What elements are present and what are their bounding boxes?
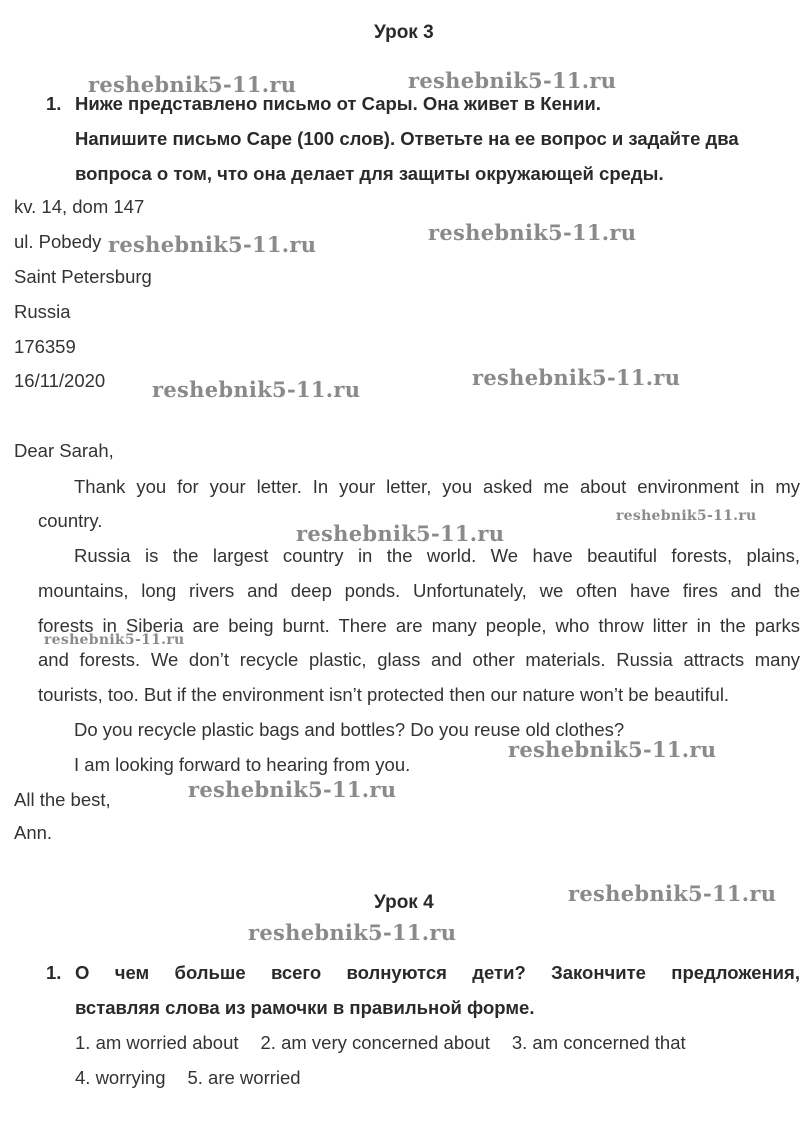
- letter-line: mountains, long rivers and deep ponds. Unfortunately, we often have fires and the: [38, 580, 800, 601]
- letter-signature: Ann.: [14, 822, 53, 843]
- word-choice: 4. worrying: [75, 1067, 166, 1088]
- watermark: reshebnik5-11.ru: [616, 508, 757, 524]
- task-line-2: вставляя слова из рамочки в правильной форме.: [75, 997, 535, 1018]
- letter-line: Russia is the largest country in the world. We have beautiful forests, plains,: [74, 545, 800, 566]
- task-line-2: Напишите письмо Саре (100 слов). Ответьте на ее вопрос и задайте два: [75, 128, 739, 149]
- address-line: Saint Petersburg: [14, 266, 152, 287]
- watermark: reshebnik5-11.ru: [188, 777, 397, 802]
- word-box-row-1: [75, 1032, 686, 1054]
- task-number: 1.: [46, 962, 62, 983]
- word-choice: 2. am very concerned about: [260, 1032, 490, 1053]
- letter-greeting: Dear Sarah,: [14, 440, 114, 461]
- watermark: reshebnik5-11.ru: [248, 920, 457, 945]
- task-number: 1.: [46, 93, 62, 114]
- watermark: reshebnik5-11.ru: [428, 220, 637, 245]
- task-line-1: О чем больше всего волнуются дети? Закончите предложения,: [75, 962, 800, 983]
- lesson-3-title: Урок 3: [374, 22, 434, 43]
- watermark: reshebnik5-11.ru: [508, 737, 717, 762]
- letter-line: Do you recycle plastic bags and bottles? Do you reuse old clothes?: [74, 719, 625, 740]
- watermark: reshebnik5-11.ru: [408, 68, 617, 93]
- task-line-3: вопроса о том, что она делает для защиты окружающей среды.: [75, 163, 664, 184]
- address-line: 176359: [14, 336, 76, 357]
- watermark: reshebnik5-11.ru: [296, 521, 505, 546]
- address-line: ul. Pobedy: [14, 231, 102, 252]
- watermark: reshebnik5-11.ru: [568, 881, 777, 906]
- letter-line: tourists, too. But if the environment isn’t protected then our nature won’t be beautiful.: [38, 684, 730, 705]
- word-box-row-2: [75, 1067, 301, 1089]
- letter-date: 16/11/2020: [14, 370, 106, 391]
- watermark: reshebnik5-11.ru: [44, 632, 185, 648]
- address-line: kv. 14, dom 147: [14, 196, 145, 217]
- word-choice: 1. am worried about: [75, 1032, 239, 1053]
- letter-line: country.: [38, 510, 103, 531]
- word-choice: 5. are worried: [187, 1067, 301, 1088]
- watermark: reshebnik5-11.ru: [152, 377, 361, 402]
- letter-line: and forests. We don’t recycle plastic, glass and other materials. Russia attracts many: [38, 649, 800, 670]
- letter-closing: All the best,: [14, 789, 111, 810]
- letter-line: forests in Siberia are being burnt. There are many people, who throw litter in the parks: [38, 615, 800, 636]
- watermark: reshebnik5-11.ru: [472, 365, 681, 390]
- word-choice: 3. am concerned that: [511, 1032, 686, 1053]
- address-line: Russia: [14, 301, 71, 322]
- task-line-1: Ниже представлено письмо от Сары. Она живет в Кении.: [75, 93, 601, 114]
- letter-line: I am looking forward to hearing from you.: [74, 754, 411, 775]
- watermark: reshebnik5-11.ru: [108, 232, 317, 257]
- lesson-4-title: Урок 4: [374, 892, 434, 913]
- watermark: reshebnik5-11.ru: [88, 72, 297, 97]
- letter-line: Thank you for your letter. In your letter, you asked me about environment in my: [74, 476, 800, 497]
